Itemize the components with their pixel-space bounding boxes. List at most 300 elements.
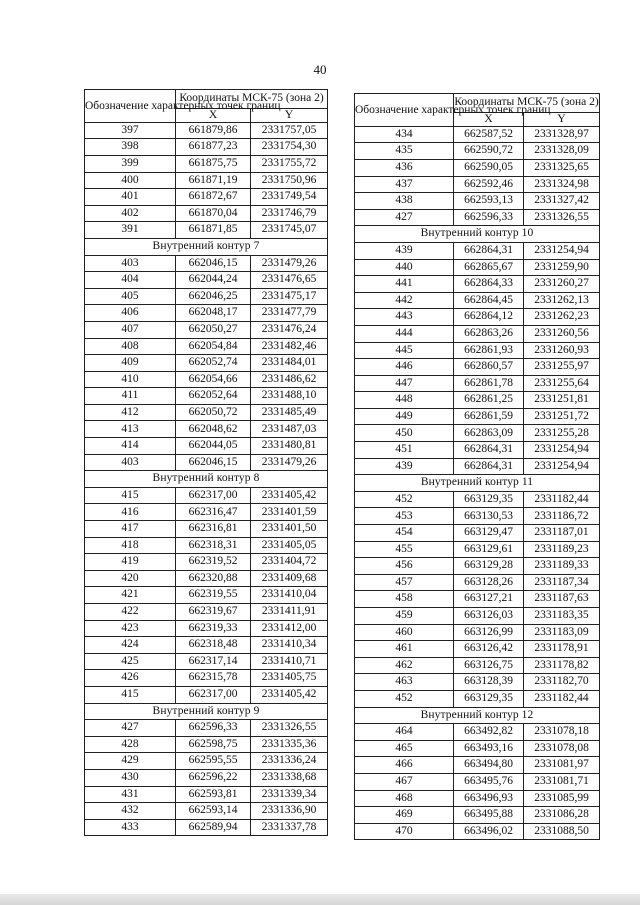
- point-id-cell: 455: [355, 541, 454, 558]
- y-coordinate-cell: 2331477,79: [251, 305, 328, 322]
- x-coordinate-cell: 662863,09: [454, 425, 524, 442]
- table-row: [85, 255, 328, 272]
- table-row: [355, 375, 600, 392]
- x-coordinate-cell: 663126,99: [454, 624, 524, 641]
- y-coordinate-cell: 2331484,01: [251, 355, 328, 372]
- y-coordinate-cell: 2331410,71: [251, 653, 328, 670]
- x-coordinate-cell: 662316,81: [176, 521, 251, 538]
- y-coordinate-cell: 2331078,08: [524, 740, 600, 757]
- table-row: [85, 388, 328, 405]
- x-coordinate-cell: 662044,24: [176, 272, 251, 289]
- table-row: [85, 537, 328, 554]
- point-label-header: Обозначение характерных точек границ: [85, 90, 176, 123]
- y-coordinate-cell: 2331260,56: [524, 325, 600, 342]
- table-row: [355, 342, 600, 359]
- table-row: [355, 508, 600, 525]
- header-row: [355, 94, 600, 113]
- table-row: [85, 620, 328, 637]
- y-coordinate-cell: 2331260,93: [524, 342, 600, 359]
- x-coordinate-cell: 662860,57: [454, 359, 524, 376]
- x-coordinate-cell: 662864,45: [454, 292, 524, 309]
- x-coordinate-cell: 663496,02: [454, 823, 524, 840]
- table-row: [355, 690, 600, 707]
- y-coordinate-cell: 2331189,23: [524, 541, 600, 558]
- point-id-cell: 441: [355, 276, 454, 293]
- point-id-cell: 423: [85, 620, 176, 637]
- y-coordinate-cell: 2331260,27: [524, 276, 600, 293]
- point-id-cell: 418: [85, 537, 176, 554]
- coordinates-header: Координаты МСК-75 (зона 2): [176, 90, 328, 109]
- y-coordinate-cell: 2331485,49: [251, 404, 328, 421]
- table-row: [85, 819, 328, 836]
- point-id-cell: 410: [85, 371, 176, 388]
- point-id-cell: 407: [85, 321, 176, 338]
- header-row: [85, 90, 328, 109]
- x-coordinate-cell: 662052,64: [176, 388, 251, 405]
- section-row: [85, 471, 328, 488]
- table-row: [355, 574, 600, 591]
- x-coordinate-cell: 662318,48: [176, 637, 251, 654]
- x-coordinate-cell: 663129,47: [454, 525, 524, 542]
- section-title: Внутренний контур 11: [355, 475, 600, 492]
- x-coordinate-cell: 662589,94: [176, 819, 251, 836]
- table-row: [355, 209, 600, 226]
- x-coordinate-cell: 662864,31: [454, 242, 524, 259]
- point-id-cell: 427: [85, 720, 176, 737]
- x-coordinate-cell: 662598,75: [176, 736, 251, 753]
- page-bottom-edge: [0, 894, 640, 905]
- coordinates-header: Координаты МСК-75 (зона 2): [454, 94, 600, 113]
- y-coordinate-cell: 2331476,65: [251, 272, 328, 289]
- x-coordinate-cell: 661870,04: [176, 205, 251, 222]
- y-coordinate-cell: 2331750,96: [251, 172, 328, 189]
- table-row: [85, 521, 328, 538]
- y-coordinate-cell: 2331187,63: [524, 591, 600, 608]
- x-coordinate-cell: 662050,72: [176, 404, 251, 421]
- y-coordinate-cell: 2331178,91: [524, 641, 600, 658]
- y-coordinate-cell: 2331475,17: [251, 288, 328, 305]
- x-coordinate-cell: 663130,53: [454, 508, 524, 525]
- section-row: [355, 707, 600, 724]
- point-id-cell: 439: [355, 242, 454, 259]
- table-row: [85, 172, 328, 189]
- point-label-header: Обозначение характерных точек границ: [355, 94, 454, 127]
- x-coordinate-cell: 662596,33: [176, 720, 251, 737]
- y-coordinate-cell: 2331182,44: [524, 491, 600, 508]
- point-id-cell: 408: [85, 338, 176, 355]
- y-coordinate-cell: 2331183,35: [524, 608, 600, 625]
- y-coordinate-cell: 2331488,10: [251, 388, 328, 405]
- section-title: Внутренний контур 12: [355, 707, 600, 724]
- x-coordinate-cell: 662319,55: [176, 587, 251, 604]
- x-coordinate-cell: 661871,19: [176, 172, 251, 189]
- x-coordinate-cell: 663126,42: [454, 641, 524, 658]
- y-coordinate-cell: 2331086,28: [524, 807, 600, 824]
- section-title: Внутренний контур 7: [85, 238, 328, 255]
- y-coordinate-cell: 2331328,97: [524, 126, 600, 143]
- point-id-cell: 444: [355, 325, 454, 342]
- x-coordinate-cell: 662054,66: [176, 371, 251, 388]
- y-coordinate-cell: 2331081,97: [524, 757, 600, 774]
- y-coordinate-cell: 2331182,70: [524, 674, 600, 691]
- x-coordinate-cell: 662046,15: [176, 454, 251, 471]
- point-id-cell: 461: [355, 641, 454, 658]
- x-coordinate-cell: 662317,00: [176, 487, 251, 504]
- y-coordinate-cell: 2331336,24: [251, 753, 328, 770]
- table-row: [85, 404, 328, 421]
- coordinates-table-right: [354, 93, 600, 840]
- point-id-cell: 462: [355, 657, 454, 674]
- y-coordinate-cell: 2331262,23: [524, 309, 600, 326]
- y-coordinate-cell: 2331255,97: [524, 359, 600, 376]
- y-coordinate-cell: 2331405,42: [251, 686, 328, 703]
- x-coordinate-cell: 663493,16: [454, 740, 524, 757]
- point-id-cell: 411: [85, 388, 176, 405]
- y-coordinate-cell: 2331255,64: [524, 375, 600, 392]
- x-coordinate-cell: 663494,80: [454, 757, 524, 774]
- y-coordinate-cell: 2331187,34: [524, 574, 600, 591]
- x-coordinate-cell: 663129,35: [454, 491, 524, 508]
- y-coordinate-cell: 2331254,94: [524, 458, 600, 475]
- point-id-cell: 397: [85, 122, 176, 139]
- x-coordinate-cell: 661877,23: [176, 139, 251, 156]
- table-row: [355, 408, 600, 425]
- x-coordinate-cell: 662864,31: [454, 458, 524, 475]
- x-coordinate-cell: 663127,21: [454, 591, 524, 608]
- x-coordinate-cell: 662595,55: [176, 753, 251, 770]
- point-id-cell: 402: [85, 205, 176, 222]
- table-row: [355, 159, 600, 176]
- x-coordinate-cell: 662864,12: [454, 309, 524, 326]
- x-coordinate-cell: 661879,86: [176, 122, 251, 139]
- table-row: [85, 438, 328, 455]
- y-coordinate-cell: 2331479,26: [251, 454, 328, 471]
- x-coordinate-cell: 662044,05: [176, 438, 251, 455]
- table-row: [85, 321, 328, 338]
- x-coordinate-cell: 663129,35: [454, 690, 524, 707]
- table-row: [355, 176, 600, 193]
- x-coordinate-cell: 662861,78: [454, 375, 524, 392]
- table-row: [85, 786, 328, 803]
- point-id-cell: 454: [355, 525, 454, 542]
- x-coordinate-cell: 663126,75: [454, 657, 524, 674]
- point-id-cell: 398: [85, 139, 176, 156]
- table-row: [355, 541, 600, 558]
- x-coordinate-cell: 663129,28: [454, 558, 524, 575]
- y-coordinate-cell: 2331081,71: [524, 773, 600, 790]
- table-row: [355, 740, 600, 757]
- x-coordinate-cell: 662320,88: [176, 570, 251, 587]
- point-id-cell: 456: [355, 558, 454, 575]
- point-id-cell: 419: [85, 554, 176, 571]
- point-id-cell: 400: [85, 172, 176, 189]
- point-id-cell: 429: [85, 753, 176, 770]
- y-coordinate-cell: 2331254,94: [524, 442, 600, 459]
- x-coordinate-cell: 663492,82: [454, 724, 524, 741]
- table-row: [355, 724, 600, 741]
- table-row: [355, 558, 600, 575]
- table-row: [355, 790, 600, 807]
- y-coordinate-cell: 2331412,00: [251, 620, 328, 637]
- y-coordinate-cell: 2331182,44: [524, 690, 600, 707]
- x-coordinate-cell: 662319,33: [176, 620, 251, 637]
- x-coordinate-cell: 662054,84: [176, 338, 251, 355]
- x-coordinate-cell: 663495,88: [454, 807, 524, 824]
- table-row: [85, 587, 328, 604]
- point-id-cell: 453: [355, 508, 454, 525]
- y-coordinate-cell: 2331088,50: [524, 823, 600, 840]
- table-row: [85, 355, 328, 372]
- y-coordinate-cell: 2331326,55: [524, 209, 600, 226]
- point-id-cell: 405: [85, 288, 176, 305]
- table-row: [355, 292, 600, 309]
- y-coordinate-cell: 2331746,79: [251, 205, 328, 222]
- table-row: [355, 392, 600, 409]
- point-id-cell: 409: [85, 355, 176, 372]
- x-coordinate-cell: 662317,14: [176, 653, 251, 670]
- y-coordinate-cell: 2331749,54: [251, 189, 328, 206]
- y-coordinate-cell: 2331486,62: [251, 371, 328, 388]
- point-id-cell: 465: [355, 740, 454, 757]
- table-row: [355, 757, 600, 774]
- y-coordinate-cell: 2331405,05: [251, 537, 328, 554]
- table-row: [355, 674, 600, 691]
- table-row: [355, 193, 600, 210]
- page-number: 40: [313, 62, 327, 77]
- table-row: [355, 591, 600, 608]
- point-id-cell: 426: [85, 670, 176, 687]
- y-coordinate-cell: 2331251,81: [524, 392, 600, 409]
- point-id-cell: 424: [85, 637, 176, 654]
- point-id-cell: 448: [355, 392, 454, 409]
- point-id-cell: 404: [85, 272, 176, 289]
- y-coordinate-cell: 2331325,65: [524, 159, 600, 176]
- table-row: [355, 442, 600, 459]
- table-row: [85, 670, 328, 687]
- point-id-cell: 436: [355, 159, 454, 176]
- x-coordinate-cell: 663129,61: [454, 541, 524, 558]
- table-row: [85, 338, 328, 355]
- coordinates-table-left: [84, 89, 328, 836]
- y-coordinate-cell: 2331335,36: [251, 736, 328, 753]
- point-id-cell: 451: [355, 442, 454, 459]
- x-coordinate-cell: 662317,00: [176, 686, 251, 703]
- point-id-cell: 458: [355, 591, 454, 608]
- section-title: Внутренний контур 10: [355, 226, 600, 243]
- point-id-cell: 432: [85, 803, 176, 820]
- table-row: [355, 276, 600, 293]
- table-row: [85, 653, 328, 670]
- table-row: [85, 554, 328, 571]
- point-id-cell: 431: [85, 786, 176, 803]
- y-header: Y: [251, 108, 328, 122]
- y-coordinate-cell: 2331405,42: [251, 487, 328, 504]
- x-coordinate-cell: 662593,13: [454, 193, 524, 210]
- y-coordinate-cell: 2331178,82: [524, 657, 600, 674]
- x-coordinate-cell: 662861,25: [454, 392, 524, 409]
- table-row: [355, 458, 600, 475]
- x-coordinate-cell: 662863,26: [454, 325, 524, 342]
- table-row: [355, 143, 600, 160]
- point-id-cell: 439: [355, 458, 454, 475]
- y-coordinate-cell: 2331754,30: [251, 139, 328, 156]
- y-coordinate-cell: 2331324,98: [524, 176, 600, 193]
- section-row: [355, 226, 600, 243]
- point-id-cell: 406: [85, 305, 176, 322]
- x-coordinate-cell: 662593,14: [176, 803, 251, 820]
- y-coordinate-cell: 2331085,99: [524, 790, 600, 807]
- point-id-cell: 420: [85, 570, 176, 587]
- x-coordinate-cell: 661875,75: [176, 155, 251, 172]
- point-id-cell: 421: [85, 587, 176, 604]
- y-coordinate-cell: 2331255,28: [524, 425, 600, 442]
- y-coordinate-cell: 2331254,94: [524, 242, 600, 259]
- y-coordinate-cell: 2331183,09: [524, 624, 600, 641]
- table-row: [355, 491, 600, 508]
- y-coordinate-cell: 2331404,72: [251, 554, 328, 571]
- table-row: [355, 242, 600, 259]
- y-coordinate-cell: 2331078,18: [524, 724, 600, 741]
- y-coordinate-cell: 2331401,59: [251, 504, 328, 521]
- x-coordinate-cell: 662048,62: [176, 421, 251, 438]
- table-row: [85, 371, 328, 388]
- point-id-cell: 412: [85, 404, 176, 421]
- y-coordinate-cell: 2331262,13: [524, 292, 600, 309]
- y-header: Y: [524, 112, 600, 126]
- y-coordinate-cell: 2331487,03: [251, 421, 328, 438]
- table-row: [85, 454, 328, 471]
- x-coordinate-cell: 662315,78: [176, 670, 251, 687]
- y-coordinate-cell: 2331187,01: [524, 525, 600, 542]
- x-coordinate-cell: 662046,25: [176, 288, 251, 305]
- y-coordinate-cell: 2331757,05: [251, 122, 328, 139]
- table-row: [355, 525, 600, 542]
- point-id-cell: 434: [355, 126, 454, 143]
- table-row: [85, 155, 328, 172]
- x-coordinate-cell: 662050,27: [176, 321, 251, 338]
- y-coordinate-cell: 2331186,72: [524, 508, 600, 525]
- section-title: Внутренний контур 8: [85, 471, 328, 488]
- x-coordinate-cell: 662590,05: [454, 159, 524, 176]
- table-row: [85, 139, 328, 156]
- point-id-cell: 446: [355, 359, 454, 376]
- x-header: X: [176, 108, 251, 122]
- point-id-cell: 425: [85, 653, 176, 670]
- y-coordinate-cell: 2331479,26: [251, 255, 328, 272]
- y-coordinate-cell: 2331251,72: [524, 408, 600, 425]
- point-id-cell: 452: [355, 491, 454, 508]
- point-id-cell: 437: [355, 176, 454, 193]
- table-row: [85, 604, 328, 621]
- point-id-cell: 438: [355, 193, 454, 210]
- y-coordinate-cell: 2331337,78: [251, 819, 328, 836]
- point-id-cell: 440: [355, 259, 454, 276]
- point-id-cell: 422: [85, 604, 176, 621]
- table-row: [85, 421, 328, 438]
- table-row: [355, 823, 600, 840]
- point-id-cell: 457: [355, 574, 454, 591]
- x-coordinate-cell: 662048,17: [176, 305, 251, 322]
- y-coordinate-cell: 2331482,46: [251, 338, 328, 355]
- point-id-cell: 469: [355, 807, 454, 824]
- x-coordinate-cell: 662319,67: [176, 604, 251, 621]
- point-id-cell: 470: [355, 823, 454, 840]
- y-coordinate-cell: 2331259,90: [524, 259, 600, 276]
- y-coordinate-cell: 2331401,50: [251, 521, 328, 538]
- x-coordinate-cell: 663495,76: [454, 773, 524, 790]
- table-row: [85, 504, 328, 521]
- y-coordinate-cell: 2331405,75: [251, 670, 328, 687]
- table-row: [85, 570, 328, 587]
- table-row: [85, 272, 328, 289]
- table-row: [355, 641, 600, 658]
- point-id-cell: 464: [355, 724, 454, 741]
- x-coordinate-cell: 661871,85: [176, 222, 251, 239]
- point-id-cell: 445: [355, 342, 454, 359]
- point-id-cell: 447: [355, 375, 454, 392]
- point-id-cell: 414: [85, 438, 176, 455]
- point-id-cell: 391: [85, 222, 176, 239]
- y-coordinate-cell: 2331411,91: [251, 604, 328, 621]
- x-coordinate-cell: 662864,31: [454, 442, 524, 459]
- x-coordinate-cell: 662319,52: [176, 554, 251, 571]
- y-coordinate-cell: 2331755,72: [251, 155, 328, 172]
- x-coordinate-cell: 662052,74: [176, 355, 251, 372]
- y-coordinate-cell: 2331410,04: [251, 587, 328, 604]
- x-coordinate-cell: 662861,93: [454, 342, 524, 359]
- table-row: [85, 753, 328, 770]
- point-id-cell: 403: [85, 454, 176, 471]
- y-coordinate-cell: 2331327,42: [524, 193, 600, 210]
- point-id-cell: 460: [355, 624, 454, 641]
- table-row: [85, 222, 328, 239]
- x-coordinate-cell: 663126,03: [454, 608, 524, 625]
- x-coordinate-cell: 663128,39: [454, 674, 524, 691]
- table-row: [355, 425, 600, 442]
- x-coordinate-cell: 662865,67: [454, 259, 524, 276]
- point-id-cell: 417: [85, 521, 176, 538]
- point-id-cell: 450: [355, 425, 454, 442]
- x-coordinate-cell: 662590,72: [454, 143, 524, 160]
- table-row: [355, 608, 600, 625]
- y-coordinate-cell: 2331326,55: [251, 720, 328, 737]
- point-id-cell: 433: [85, 819, 176, 836]
- point-id-cell: 452: [355, 690, 454, 707]
- point-id-cell: 399: [85, 155, 176, 172]
- y-coordinate-cell: 2331339,34: [251, 786, 328, 803]
- point-id-cell: 415: [85, 686, 176, 703]
- y-coordinate-cell: 2331338,68: [251, 769, 328, 786]
- point-id-cell: 401: [85, 189, 176, 206]
- x-coordinate-cell: 662864,33: [454, 276, 524, 293]
- point-id-cell: 459: [355, 608, 454, 625]
- point-id-cell: 449: [355, 408, 454, 425]
- table-row: [85, 637, 328, 654]
- point-id-cell: 463: [355, 674, 454, 691]
- table-row: [355, 309, 600, 326]
- x-header: X: [454, 112, 524, 126]
- table-row: [85, 720, 328, 737]
- x-coordinate-cell: 662593,81: [176, 786, 251, 803]
- table-row: [355, 624, 600, 641]
- section-row: [85, 238, 328, 255]
- point-id-cell: 416: [85, 504, 176, 521]
- x-coordinate-cell: 662592,46: [454, 176, 524, 193]
- x-coordinate-cell: 662318,31: [176, 537, 251, 554]
- point-id-cell: 468: [355, 790, 454, 807]
- x-coordinate-cell: 662861,59: [454, 408, 524, 425]
- table-row: [85, 122, 328, 139]
